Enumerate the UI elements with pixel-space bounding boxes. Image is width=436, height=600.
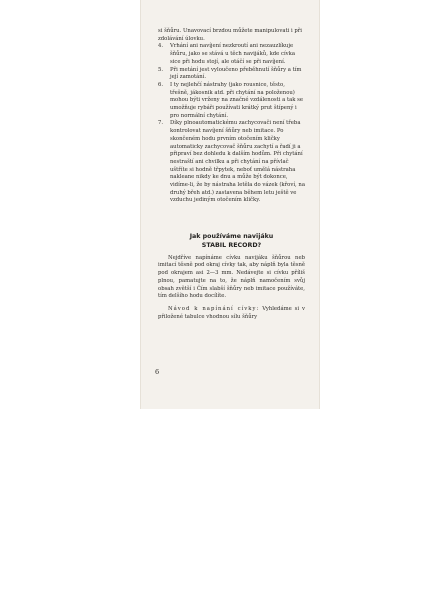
- list-item: [158, 67, 305, 82]
- list-item: [158, 120, 305, 205]
- list-item: [158, 82, 305, 121]
- item-text: Díky plnoautomatickému zachycovači není třeba kontrolovat navíjení šňůry neb imitace. Po skončeném hodu prvním otočením kličky automaticky zachycovač šňůru zachytí a řadí ji a připraví bez dohledu k dalším hodům. Při chytání nestraští ani chvilku a při chytání na přívlač uštříte si hodně třpytek, neboť umělá nástraha nakleane nikdy ke dnu a může být dokonce, vidíme-li, že by nástraha letěla do vázek (křoví, na druhý břeh atd.) zastavena během letu ještě ve vzduchu jediným otočením kličky.: [170, 120, 305, 204]
- page-number: 6: [155, 368, 160, 376]
- heading-line-2: STABIL RECORD?: [201, 242, 262, 250]
- item-text: I ty nejlehčí nástrahy (jako rousnice, těsto, třešně, jákosnik atd. při chytání na položenou) mohou býti vrženy na značné vzdálenosti a tak se umožňuje rybáři používati krátký prut štípený i pro normální chytání.: [170, 81, 304, 119]
- spaced-run-in: Návod k napínání cívky:: [168, 305, 260, 312]
- item-text: Při metání jest vyloučeno přeběhnutí šňůry a tím její zamotání.: [170, 66, 302, 81]
- body-paragraph: [158, 306, 305, 321]
- body-paragraph: Nejdříve napínáme cívku navijáku šňůrou neb imitací těsně pod okraj cívky tak, aby náplň byla těsně pod okrajem asi 2—3 mm. Nedávejte si cívku příliš plnou, pamatujte na to, že náplň namočením svůj obsah zvětší i Čím slabší šňůry neb imitace používáte, tím delšího hodu docílíte.: [158, 254, 305, 300]
- heading-line-1: Jak používáme navijáku: [189, 233, 274, 241]
- feature-list: [158, 43, 305, 205]
- item-number: 4.: [158, 43, 164, 50]
- item-number: 5.: [158, 66, 164, 73]
- item-number: 7.: [158, 120, 164, 127]
- section-heading: [158, 232, 305, 251]
- paragraph-text: Vyhledáme si v přiložené tabulce vhodnou sílu šňůry: [158, 305, 305, 320]
- continued-paragraph: si šňůru. Unavovací brzdou můžete manipulovati i při zdolávání úlovku.: [158, 28, 302, 42]
- page-text: [158, 28, 305, 321]
- list-item: [158, 43, 305, 66]
- item-text: Vrhání ani navíjení nezkroutí ani nezauzlíkuje šňůru, jako se stává u těch navijáků, kde cívka sice při hodu stojí, ale otáčí se při navíjení.: [170, 43, 296, 65]
- item-number: 6.: [158, 81, 164, 88]
